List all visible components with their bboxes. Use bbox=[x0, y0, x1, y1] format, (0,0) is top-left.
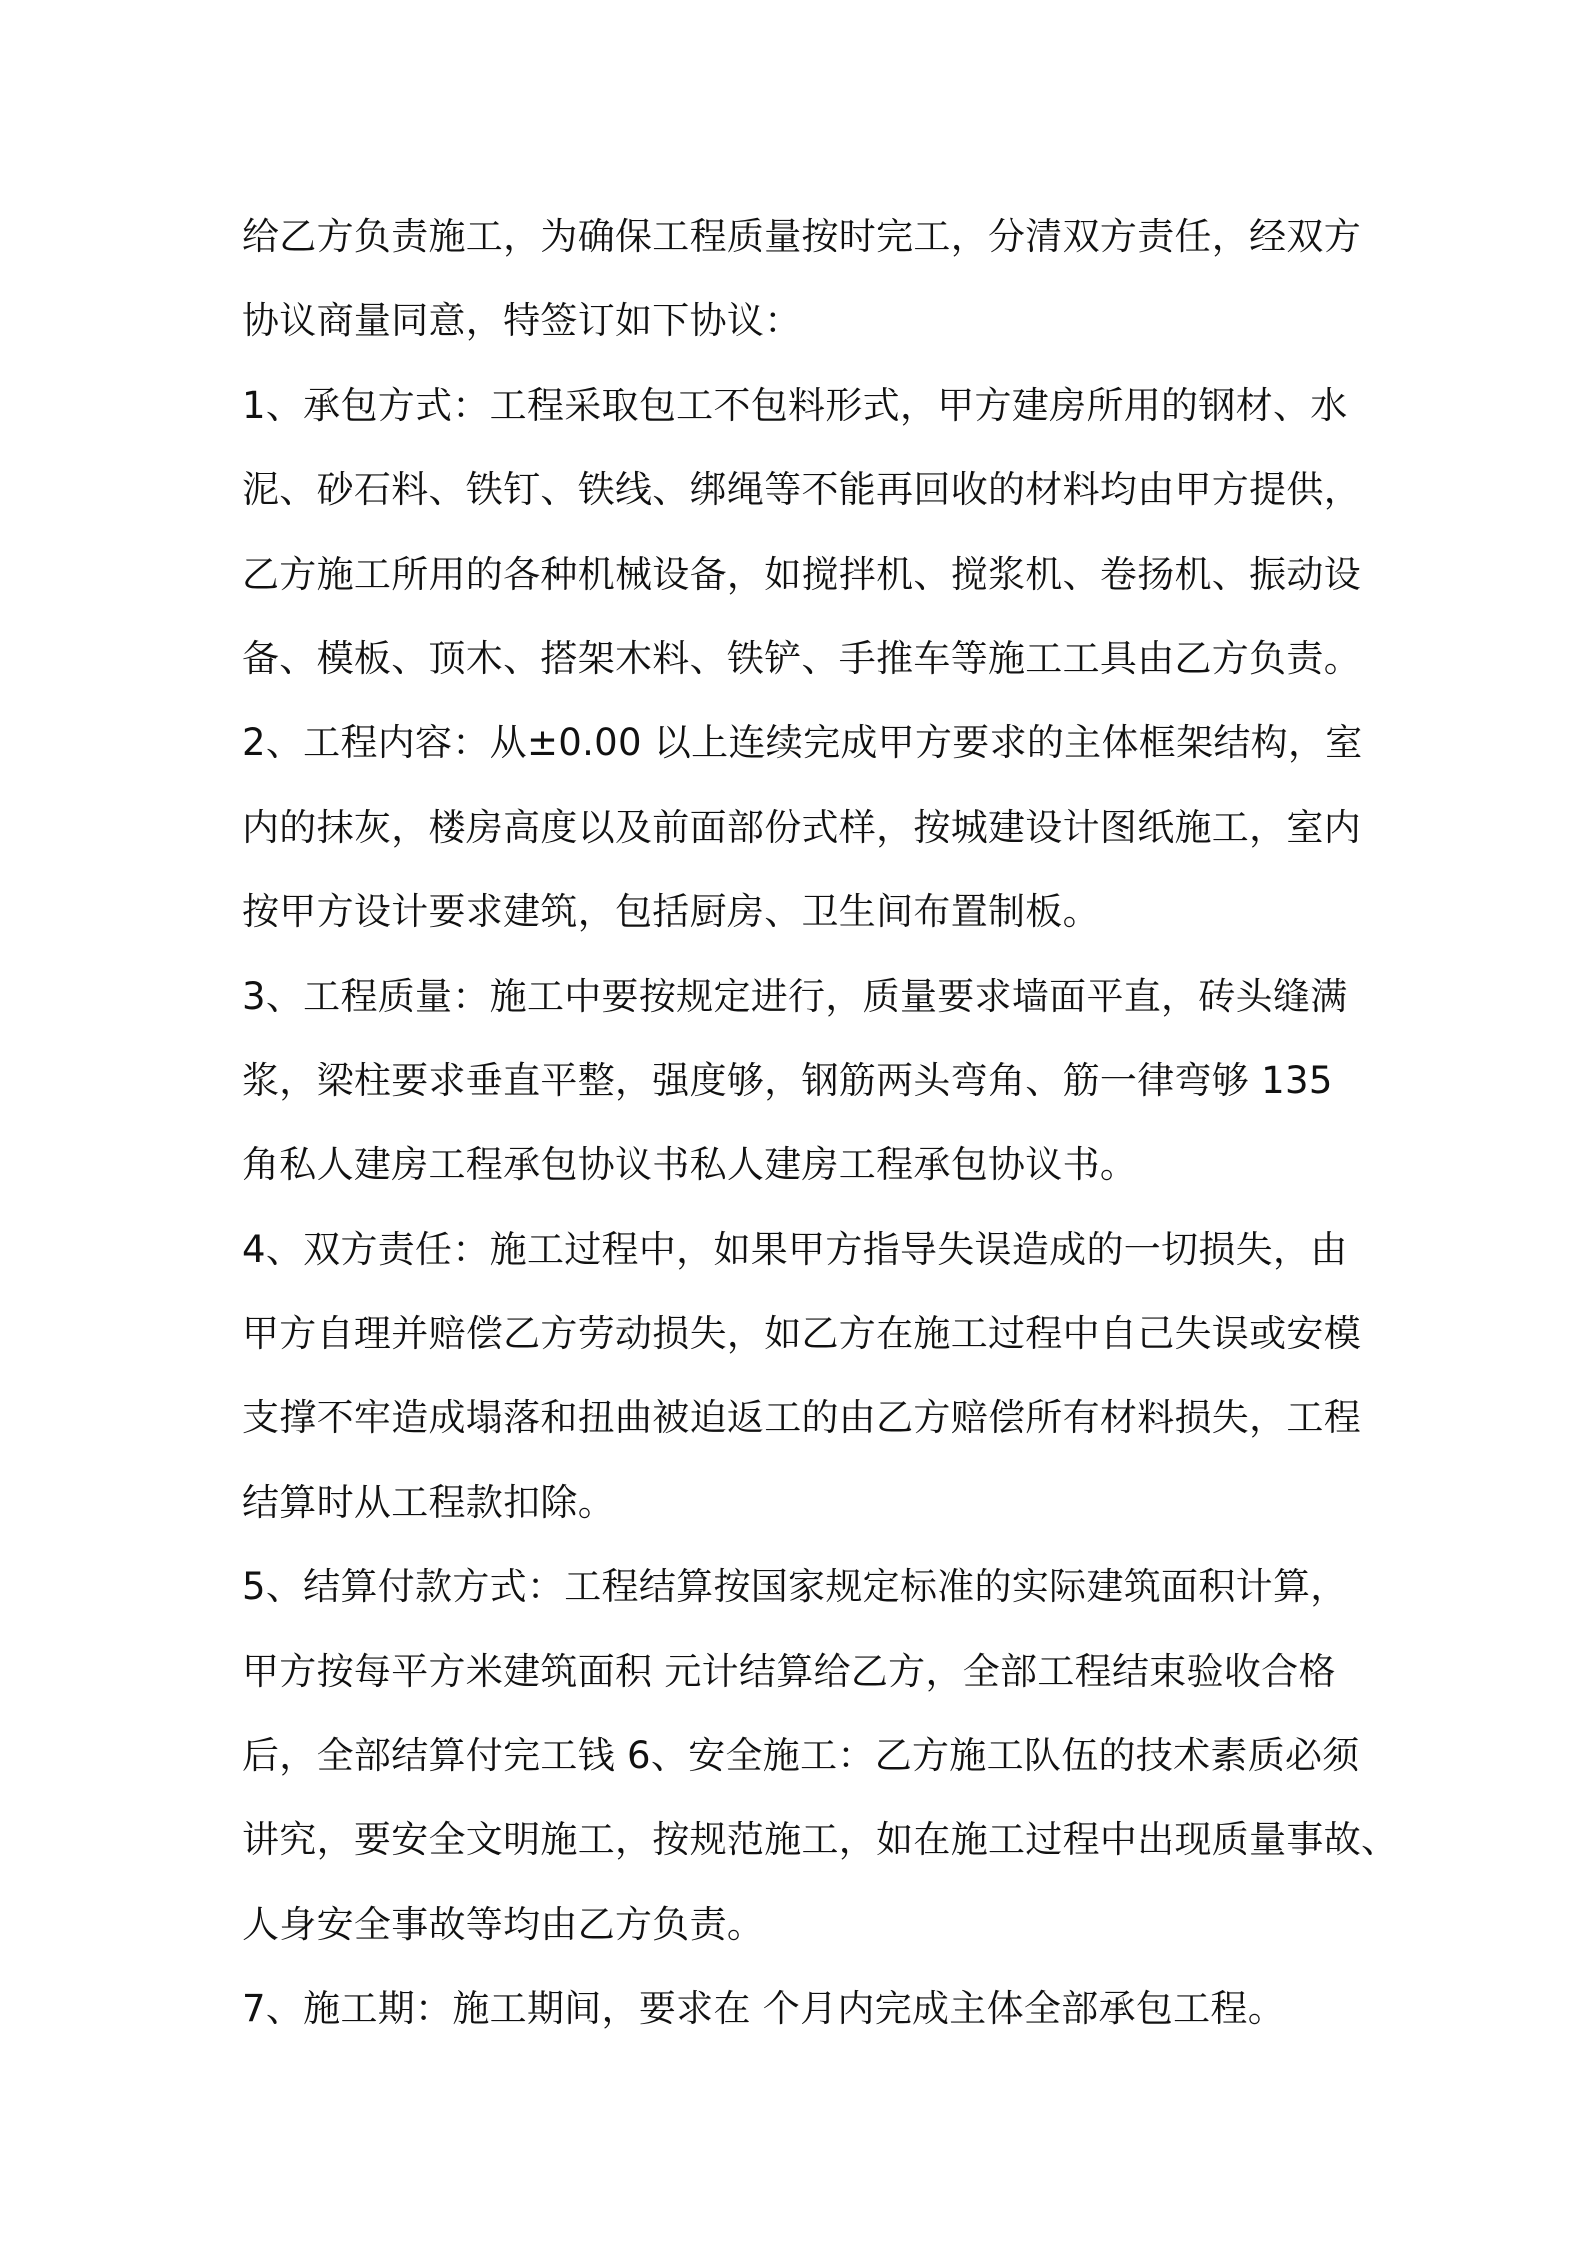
text-line: 支撑不牢造成塌落和扭曲被迫返工的由乙方赔偿所有材料损失，工程 bbox=[242, 1396, 1361, 1440]
text-line: 给乙方负责施工，为确保工程质量按时完工，分清双方责任，经双方 bbox=[242, 215, 1361, 258]
text-line: 泥、砂石料、铁钉、铁线、绑绳等不能再回收的材料均由甲方提供， bbox=[242, 468, 1361, 512]
text-line: 协议商量同意，特签订如下协议： bbox=[242, 299, 802, 343]
clause-1-line: 1、承包方式：工程采取包工不包料形式，甲方建房所用的钢材、水 bbox=[242, 383, 1348, 427]
clause-5-line: 5、结算付款方式：工程结算按国家规定标准的实际建筑面积计算， bbox=[242, 1565, 1348, 1609]
clause-7-line: 7、施工期：施工期间，要求在 个月内完成主体全部承包工程。 bbox=[242, 1987, 1285, 2031]
text-line: 浆，梁柱要求垂直平整，强度够，钢筋两头弯角、筋一律弯够 135 bbox=[242, 1058, 1333, 1102]
text-line: 讲究，要安全文明施工，按规范施工，如在施工过程中出现质量事故、 bbox=[242, 1818, 1399, 1862]
text-line: 内的抹灰，楼房高度以及前面部份式样，按城建设计图纸施工，室内 bbox=[242, 805, 1361, 849]
text-line: 人身安全事故等均由乙方负责。 bbox=[242, 1902, 765, 1946]
clause-4-line: 4、双方责任：施工过程中，如果甲方指导失误造成的一切损失，由 bbox=[242, 1227, 1348, 1271]
text-line: 乙方施工所用的各种机械设备，如搅拌机、搅浆机、卷扬机、振动设 bbox=[242, 552, 1361, 596]
clause-2-line: 2、工程内容：从±0.00 以上连续完成甲方要求的主体框架结构，室 bbox=[242, 721, 1363, 765]
text-line: 结算时从工程款扣除。 bbox=[242, 1480, 615, 1524]
text-line: 后，全部结算付完工钱 6、安全施工：乙方施工队伍的技术素质必须 bbox=[242, 1734, 1360, 1778]
text-line: 甲方自理并赔偿乙方劳动损失，如乙方在施工过程中自己失误或安模 bbox=[242, 1312, 1361, 1356]
clause-3-line: 3、工程质量：施工中要按规定进行，质量要求墙面平直，砖头缝满 bbox=[242, 974, 1348, 1018]
text-line: 甲方按每平方米建筑面积 元计结算给乙方，全部工程结束验收合格 bbox=[242, 1649, 1336, 1693]
text-line: 角私人建房工程承包协议书私人建房工程承包协议书。 bbox=[242, 1143, 1138, 1187]
text-line: 按甲方设计要求建筑，包括厨房、卫生间布置制板。 bbox=[242, 890, 1100, 934]
text-line: 备、模板、顶木、搭架木料、铁铲、手推车等施工工具由乙方负责。 bbox=[242, 636, 1361, 680]
document-body bbox=[242, 195, 1399, 2052]
